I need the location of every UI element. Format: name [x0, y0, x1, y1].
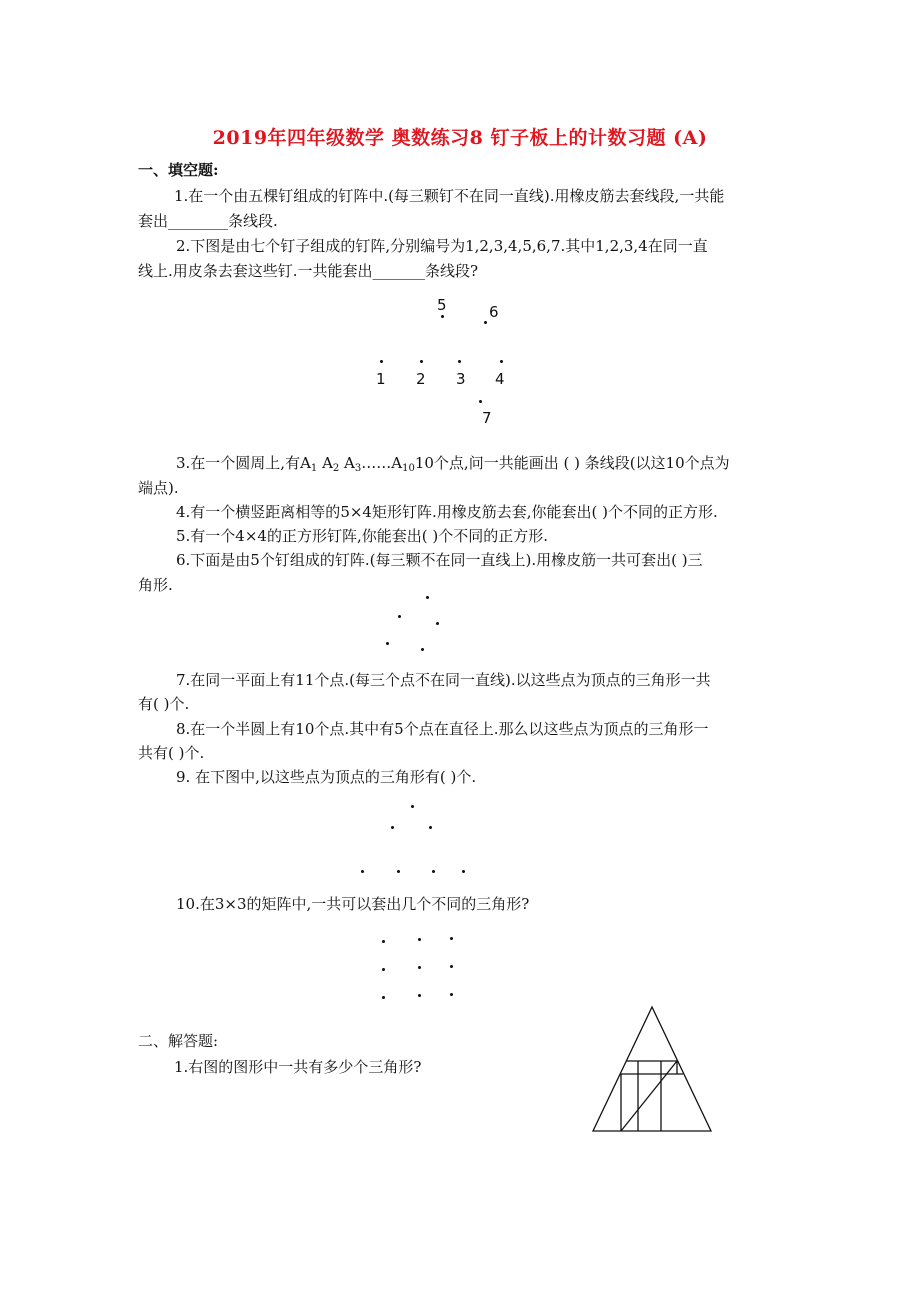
- q9: 9. 在下图中,以这些点为顶点的三角形有( )个.: [176, 768, 477, 786]
- q10-dot: [450, 993, 453, 996]
- q1-line2: 套出________条线段.: [138, 212, 278, 230]
- q2-line1: 2.下图是由七个钉子组成的钉阵,分别编号为1,2,3,4,5,6,7.其中1,2,3,4在同一直: [176, 237, 708, 255]
- nail-7: [479, 400, 482, 403]
- page-title: 2019年四年级数学 奥数练习8 钉子板上的计数习题 (A): [212, 127, 708, 149]
- q9-dot: [391, 826, 394, 829]
- q10-dot: [418, 966, 421, 969]
- nail-4: [500, 360, 503, 363]
- q10-dot: [450, 965, 453, 968]
- q9-dot: [429, 826, 432, 829]
- section-2-heading: 二、解答题:: [138, 1032, 219, 1050]
- nail-6: [484, 321, 487, 324]
- q10-dot: [450, 937, 453, 940]
- q9-dot: [462, 870, 465, 873]
- q6-nail: [426, 596, 429, 599]
- q1-line1: 1.在一个由五棵钉组成的钉阵中.(每三颗钉不在同一直线).用橡皮筋去套线段,一共能: [174, 187, 725, 205]
- q3-line2: 端点).: [138, 479, 179, 497]
- q10-dot: [418, 938, 421, 941]
- q6-nail: [398, 615, 401, 618]
- q2-line2: 线上.用皮条去套这些钉.一共能套出_______条线段?: [138, 262, 479, 280]
- q8-line2: 共有( )个.: [138, 744, 205, 762]
- nail-3: [458, 360, 461, 363]
- nail-label-7: 7: [482, 409, 492, 427]
- nail-1: [380, 360, 383, 363]
- nail-label-4: 4: [495, 370, 505, 388]
- q4: 4.有一个横竖距离相等的5×4矩形钉阵.用橡皮筋去套,你能套出( )个不同的正方形.: [176, 503, 718, 521]
- q10-dot: [418, 994, 421, 997]
- q6-line2: 角形.: [138, 576, 173, 594]
- q3-line1: 3.在一个圆周上,有$A_1$ $A_2$ $A_3\dots\dots A_{10}10$个点,问一共能画出 ( ) 条线段(以这10个点为: [176, 454, 730, 474]
- nail-label-6: 6: [489, 303, 499, 321]
- q9-dot: [411, 805, 414, 808]
- q10: 10.在3×3的矩阵中,一共可以套出几个不同的三角形?: [176, 895, 530, 913]
- nail-2: [420, 360, 423, 363]
- nail-label-3: 3: [456, 370, 466, 388]
- q10-dot: [382, 968, 385, 971]
- q6-nail: [436, 622, 439, 625]
- q9-dot: [361, 870, 364, 873]
- q9-dot: [432, 870, 435, 873]
- nail-label-5: 5: [437, 296, 447, 314]
- q9-dot: [397, 870, 400, 873]
- q10-dot: [382, 996, 385, 999]
- nail-5: [441, 315, 444, 318]
- q10-dot: [382, 940, 385, 943]
- triangle-figure: [588, 1005, 718, 1135]
- q6-nail: [421, 648, 424, 651]
- nail-label-1: 1: [376, 370, 386, 388]
- nail-label-2: 2: [416, 370, 426, 388]
- section-1-heading: 一、填空题:: [138, 161, 219, 179]
- section2-q1: 1.右图的图形中一共有多少个三角形?: [174, 1058, 422, 1076]
- q7-line2: 有( )个.: [138, 695, 190, 713]
- q5: 5.有一个4×4的正方形钉阵,你能套出( )个不同的正方形.: [176, 527, 548, 545]
- q8-line1: 8.在一个半圆上有10个点.其中有5个点在直径上.那么以这些点为顶点的三角形一: [176, 720, 709, 738]
- q6-line1: 6.下面是由5个钉组成的钉阵.(每三颗不在同一直线上).用橡皮筋一共可套出( )三: [176, 551, 703, 569]
- diagonal-segment: [621, 1061, 677, 1131]
- q7-line1: 7.在同一平面上有11个点.(每三个点不在同一直线).以这些点为顶点的三角形一共: [176, 671, 711, 689]
- outer-triangle: [593, 1007, 711, 1131]
- q6-nail: [386, 642, 389, 645]
